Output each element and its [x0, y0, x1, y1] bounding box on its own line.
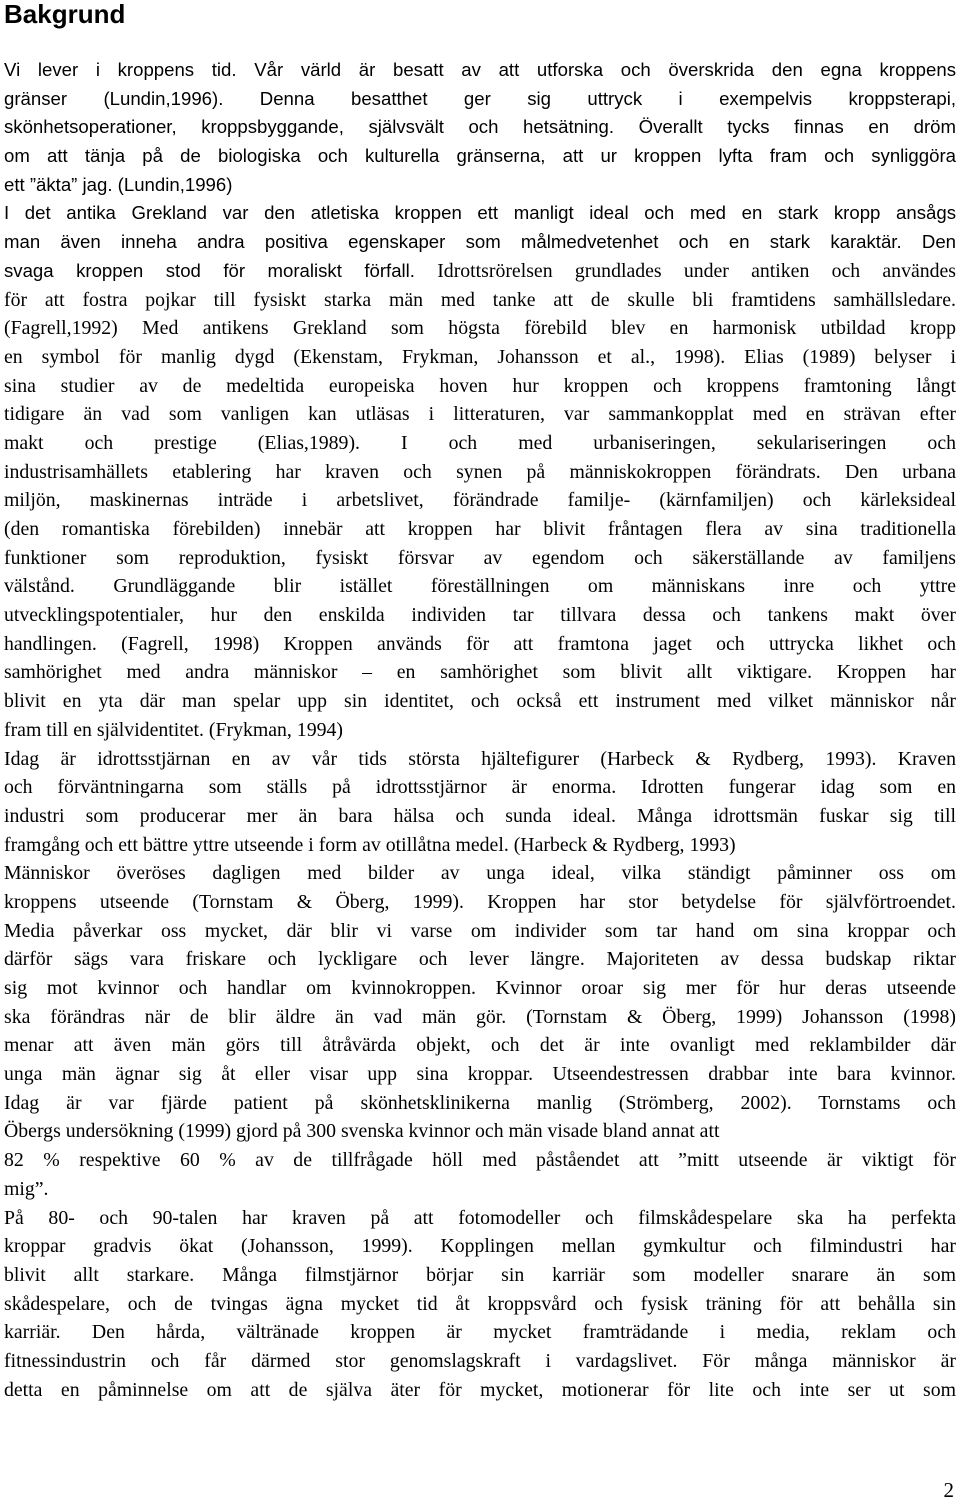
text-line	[4, 716, 956, 745]
text-segment: ska förändras när de blir äldre än vad män gör. (Tornstam & Öberg, 1999) Johansson (1998)	[4, 1005, 956, 1028]
text-line	[4, 113, 956, 142]
text-line	[4, 171, 956, 200]
text-line	[4, 400, 956, 429]
text-segment: industrisamhällets etablering har kraven och synen på människokroppen förändrats. Den urbana	[4, 460, 956, 483]
text-line	[4, 1290, 956, 1319]
text-segment: I det antika Grekland var den atletiska kroppen ett manligt ideal och med en stark kropp ansågs	[4, 202, 956, 224]
text-line	[4, 142, 956, 171]
text-segment: karriär. Den hårda, vältränade kroppen är mycket framträdande i media, reklam och	[4, 1321, 956, 1344]
text-segment: skådespelare, och de tvingas ägna mycket tid åt kroppsvård och fysisk träning för att behålla sin	[4, 1292, 956, 1315]
text-segment: (Fagrell,1992) Med antikens Grekland som högsta förebild blev en harmonisk utbildad kropp	[4, 317, 956, 340]
text-segment: Idag är var fjärde patient på skönhetsklinikerna manlig (Strömberg, 2002). Tornstams och	[4, 1091, 956, 1114]
text-line	[4, 1117, 956, 1146]
text-line	[4, 1060, 956, 1089]
page-number: 2	[943, 1478, 954, 1502]
text-segment: makt och prestige (Elias,1989). I och med urbaniseringen, sekulariseringen och	[4, 431, 956, 454]
text-line	[4, 286, 956, 315]
text-line	[4, 343, 956, 372]
text-segment: svaga kroppen stod för moraliskt förfall.	[4, 259, 415, 281]
text-segment: funktioner som reproduktion, fysiskt försvar av egendom och säkerställande av familjens	[4, 546, 956, 569]
text-segment: skönhetsoperationer, kroppsbyggande, självsvält och hetsätning.	[4, 116, 615, 138]
text-segment: Öbergs undersökning (1999) gjord på 300 svenska kvinnor och män visade bland annat att	[4, 1120, 720, 1143]
text-line	[4, 1204, 956, 1233]
text-segment: Den	[901, 231, 956, 253]
text-segment: Människor överöses dagligen med bilder av unga ideal, vilka ständigt påminner oss om	[4, 862, 956, 885]
text-line	[4, 1031, 956, 1060]
text-line	[4, 1089, 956, 1118]
text-segment: handlingen. (Fagrell, 1998) Kroppen används för att framtona jaget och uttrycka likhet och	[4, 632, 956, 655]
text-line	[4, 458, 956, 487]
text-segment: 82 % respektive 60 % av de tillfrågade höll med påståendet att ”mitt utseende är viktigt för	[4, 1149, 956, 1172]
text-segment: (Lundin,1996)	[112, 173, 233, 195]
text-segment: samhörighet med andra människor – en samhörighet som blivit allt viktigare. Kroppen har	[4, 661, 956, 684]
text-line	[4, 257, 956, 286]
text-line	[4, 228, 956, 257]
text-segment: industri som producerar mer än bara hälsa och sunda ideal. Många idrottsmän fuskar sig till	[4, 804, 956, 827]
text-segment: kroppar gradvis ökat (Johansson, 1999). Kopplingen mellan gymkultur och filmindustri har	[4, 1235, 956, 1258]
text-line	[4, 429, 956, 458]
text-segment: unga män ägnar sig åt eller visar upp sina kroppar. Utseendestressen drabbar inte bara kvinnor.	[4, 1063, 956, 1086]
text-line	[4, 515, 956, 544]
text-segment: ett ”äkta” jag.	[4, 173, 113, 195]
text-segment: framgång och ett bättre yttre utseende i form av otillåtna medel. (Harbeck & Rydberg, 1993)	[4, 833, 736, 856]
text-segment: Överallt tycks finnas en dröm	[614, 116, 957, 138]
text-segment: miljön, maskinernas inträde i arbetslivet, förändrade familje- (kärnfamiljen) och kärleksideal	[4, 489, 956, 512]
text-line	[4, 974, 956, 1003]
text-line	[4, 1318, 956, 1347]
text-line	[4, 687, 956, 716]
text-segment: om att tänja på de biologiska och kulturella gränserna, att ur kroppen lyfta fram och synliggöra	[4, 145, 956, 167]
text-line	[4, 658, 956, 687]
text-line	[4, 372, 956, 401]
text-segment: och förväntningarna som ställs på idrottsstjärnor är enorma. Idrotten fungerar idag som en	[4, 776, 956, 799]
text-segment: utvecklingspotentialer, hur den enskilda individen tar tillvara dessa och tankens makt över	[4, 604, 956, 627]
text-line	[4, 1261, 956, 1290]
text-segment: en symbol för manlig dygd (Ekenstam, Frykman, Johansson et al., 1998). Elias (1989) belyser i	[4, 345, 956, 368]
text-segment: gränser (Lundin,1996). Denna besatthet ger sig uttryck i exempelvis kroppsterapi,	[4, 87, 956, 109]
text-segment: mig”.	[4, 1177, 49, 1200]
text-line	[4, 1146, 956, 1175]
text-line	[4, 859, 956, 888]
section-heading: Bakgrund	[4, 0, 126, 29]
text-segment: välstånd. Grundläggande blir istället föreställningen om människans inre och yttre	[4, 575, 956, 598]
text-segment: blivit en yta där man spelar upp sin identitet, och också ett instrument med vilket människor når	[4, 690, 956, 713]
text-segment: kroppens utseende (Tornstam & Öberg, 1999). Kroppen har stor betydelse för självförtroendet.	[4, 890, 956, 913]
text-segment: fitnessindustrin och får därmed stor genomslagskraft i vardagslivet. För många människor är	[4, 1349, 956, 1372]
text-line	[4, 888, 956, 917]
text-line	[4, 199, 956, 228]
text-line	[4, 831, 956, 860]
text-segment: Media påverkar oss mycket, där blir vi varse om individer som tar hand om sina kroppar och	[4, 919, 956, 942]
text-line	[4, 630, 956, 659]
text-line	[4, 314, 956, 343]
text-line	[4, 1376, 956, 1405]
text-segment: tidigare än vad som vanligen kan utläsas i litteraturen, var sammankopplat med en strävan efter	[4, 403, 956, 426]
text-line	[4, 601, 956, 630]
text-line	[4, 1003, 956, 1032]
text-segment: därför sägs vara friskare och lyckligare och lever längre. Majoriteten av dessa budskap riktar	[4, 948, 956, 971]
text-segment: menar att även män görs till åtråvärda objekt, och det är inte ovanligt med reklambilder där	[4, 1034, 956, 1057]
body-text	[4, 56, 956, 1404]
text-line	[4, 486, 956, 515]
text-line	[4, 1347, 956, 1376]
text-segment: Vi lever i kroppens tid. Vår värld är besatt av att utforska och överskrida den egna kroppens	[4, 59, 956, 80]
text-segment: (den romantiska förebilden) innebär att kroppen har blivit fråntagen flera av sina traditionella	[4, 518, 956, 540]
text-segment: man även inneha andra positiva egenskaper som målmedvetenhet och en stark karaktär.	[4, 231, 902, 253]
text-segment: detta en påminnelse om att de själva äter för mycket, motionerar för lite och inte ser ut som	[4, 1378, 956, 1401]
text-segment: blivit allt starkare. Många filmstjärnor börjar sin karriär som modeller snarare än som	[4, 1263, 956, 1286]
text-line	[4, 773, 956, 802]
text-line	[4, 945, 956, 974]
text-segment: sina studier av de medeltida europeiska hoven hur kroppen och kroppens framtoning långt	[4, 374, 956, 397]
text-segment: Idag är idrottsstjärnan en av vår tids största hjältefigurer (Harbeck & Rydberg, 1993). Kraven	[4, 747, 956, 770]
text-line	[4, 572, 956, 601]
text-line	[4, 745, 956, 774]
text-line	[4, 802, 956, 831]
text-segment: för att fostra pojkar till fysiskt starka män med tanke att de skulle bli framtidens samhällsledare.	[4, 288, 956, 311]
text-segment: Idrottsrörelsen grundlades under antiken och användes	[414, 259, 956, 282]
text-line	[4, 56, 956, 85]
text-segment: På 80- och 90-talen har kraven på att fotomodeller och filmskådespelare ska ha perfekta	[4, 1206, 956, 1229]
text-line	[4, 1232, 956, 1261]
text-segment: sig mot kvinnor och handlar om kvinnokroppen. Kvinnor oroar sig mer för hur deras utseende	[4, 977, 956, 999]
text-line	[4, 544, 956, 573]
text-line	[4, 917, 956, 946]
text-line	[4, 1175, 956, 1204]
text-line	[4, 85, 956, 114]
text-segment: fram till en självidentitet. (Frykman, 1994)	[4, 718, 343, 741]
